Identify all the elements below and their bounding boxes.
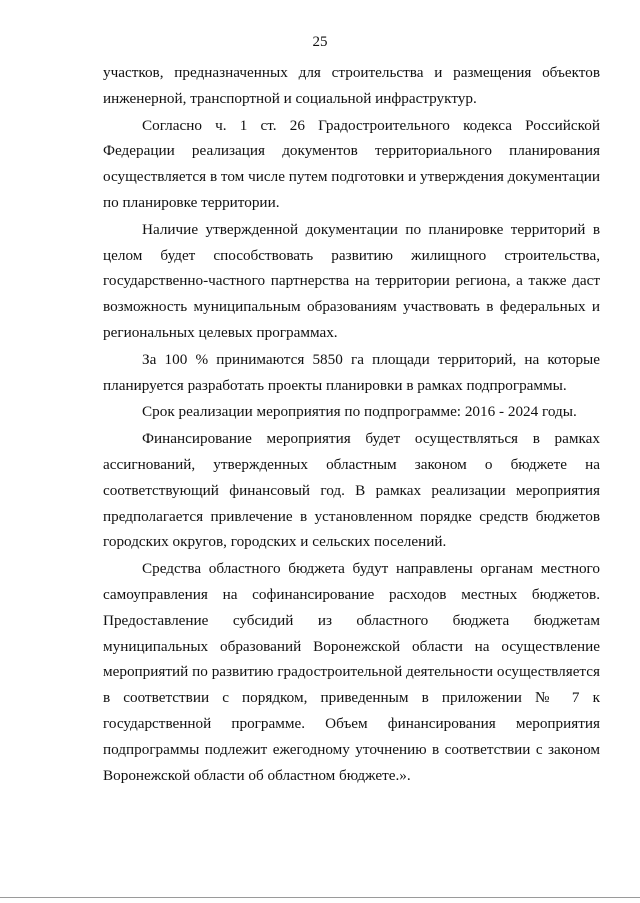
paragraph-continuation: участков, предназначенных для строительства и размещения объектов инженерной, транспортной и социальной инфраструктур. bbox=[103, 64, 600, 107]
paragraph-implementation-period: Срок реализации мероприятия по подпрограмме: 2016 - 2024 годы. bbox=[142, 403, 577, 421]
paragraph-territory-area: За 100 % принимаются 5850 га площади территорий, на которые планируется разработать проекты планировки в рамках подпрограммы. bbox=[103, 350, 600, 394]
page-number: 25 bbox=[312, 34, 328, 50]
paragraph-regional-budget: Средства областного бюджета будут направлены органам местного самоуправления на софинансирование расходов местных бюджетов. Предоставление субсидий из областного бюджета бюджетам муниципальных образований Воронежской области на осуществление мероприятий по развитию градостроительной деятельности осуществляется в соответствии с порядком, приведенным в приложении № 7 к государственной программе. Объем финансирования мероприятия подпрограммы подлежит ежегодному уточнению в соответствии с законом Воронежской области об областном бюджете.». bbox=[103, 560, 600, 784]
paragraph-approved-documentation: Наличие утвержденной документации по планировке территорий в целом будет способствовать развитию жилищного строительства, государственно-частного партнерства на территории региона, а также даст возможность муниципальным образованиям участвовать в федеральных и региональных целевых программах. bbox=[103, 220, 600, 341]
paragraph-financing: Финансирование мероприятия будет осуществляться в рамках ассигнований, утвержденных областным законом о бюджете на соответствующий финансовый год. В рамках реализации мероприятия предполагается привлечение в установленном порядке средств бюджетов городских округов, городских и сельских поселений. bbox=[103, 430, 600, 551]
bottom-edge-line bbox=[0, 897, 640, 898]
document-body bbox=[103, 60, 600, 789]
paragraph-urban-planning-code: Согласно ч. 1 ст. 26 Градостроительного кодекса Российской Федерации реализация документов территориального планирования осуществляется в том числе путем подготовки и утверждения документации по планировке территории. bbox=[103, 116, 600, 211]
